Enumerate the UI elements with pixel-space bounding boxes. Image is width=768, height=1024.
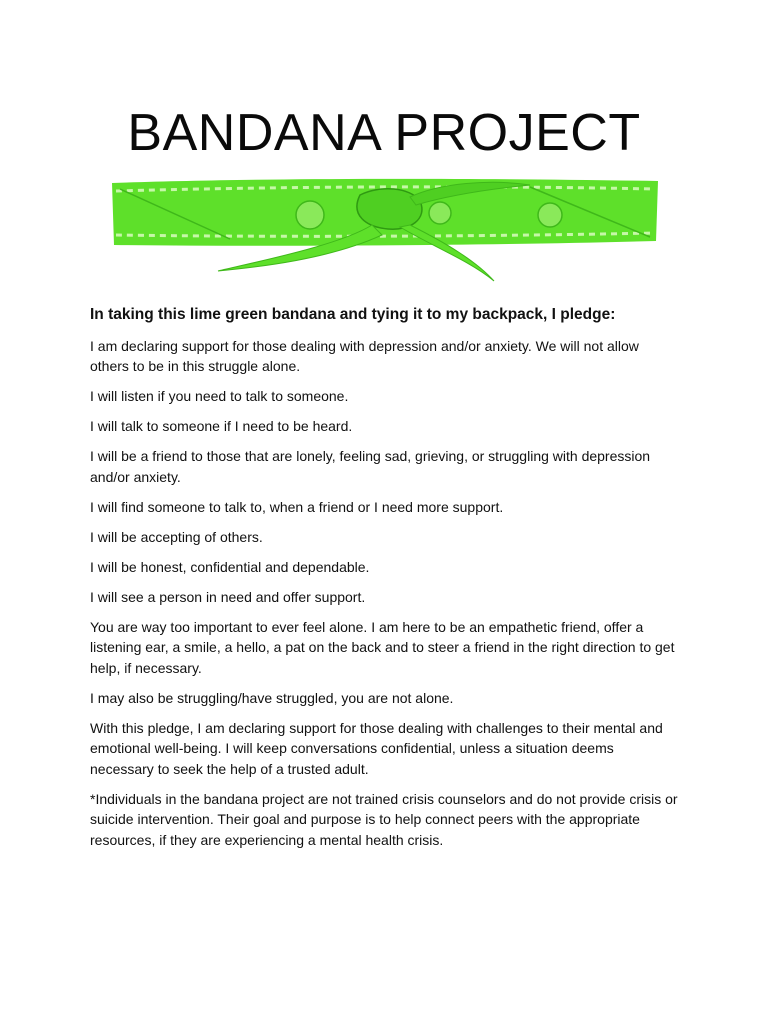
document-title: BANDANA PROJECT <box>127 104 641 162</box>
header-block <box>90 95 678 327</box>
pledge-paragraph: I will talk to someone if I need to be heard. <box>90 418 353 434</box>
bandana-knot <box>357 189 422 229</box>
disclaimer-paragraph: *Individuals in the bandana project are not trained crisis counselors and do not provide crisis or suicide intervention. Their goal and purpose is to help connect peers with the appropriate resources, if they are experiencing a mental health crisis. <box>90 790 678 848</box>
pledge-paragraph: I will find someone to talk to, when a friend or I need more support. <box>90 498 504 515</box>
pledge-paragraph: I will be a friend to those that are lonely, feeling sad, grieving, or struggling with depression and/or anxiety. <box>90 448 651 485</box>
bandana-paisley-1 <box>296 201 324 229</box>
pledge-paragraph: I will be honest, confidential and dependable. <box>90 558 370 575</box>
pledge-paragraph: You are way too important to ever feel alone. I am here to be an empathetic friend, offer a listening ear, a smile, a hello, a pat on the back and to steer a friend in the right direction to get help, if necessary. <box>90 618 675 676</box>
pledge-paragraph: I will be accepting of others. <box>90 528 263 545</box>
pledge-paragraph: I may also be struggling/have struggled, you are not alone. <box>90 689 454 706</box>
pledge-paragraph: I will listen if you need to talk to someone. <box>90 388 349 404</box>
pledge-paragraph: I am declaring support for those dealing with depression and/or anxiety. We will not allow others to be in this struggle alone. <box>90 337 639 374</box>
pledge-paragraph: With this pledge, I am declaring support for those dealing with challenges to their mental and emotional well-being. I will keep conversations confidential, unless a situation deems necessary to seek the help of a trusted adult. <box>90 719 663 777</box>
pledge-heading: In taking this lime green bandana and tying it to my backpack, I pledge: <box>90 306 616 323</box>
bandana-paisley-2 <box>429 202 451 224</box>
pledge-content <box>90 305 680 860</box>
bandana-image <box>110 175 660 285</box>
bandana-paisley-3 <box>538 203 562 227</box>
pledge-paragraph: I will see a person in need and offer support. <box>90 588 366 605</box>
